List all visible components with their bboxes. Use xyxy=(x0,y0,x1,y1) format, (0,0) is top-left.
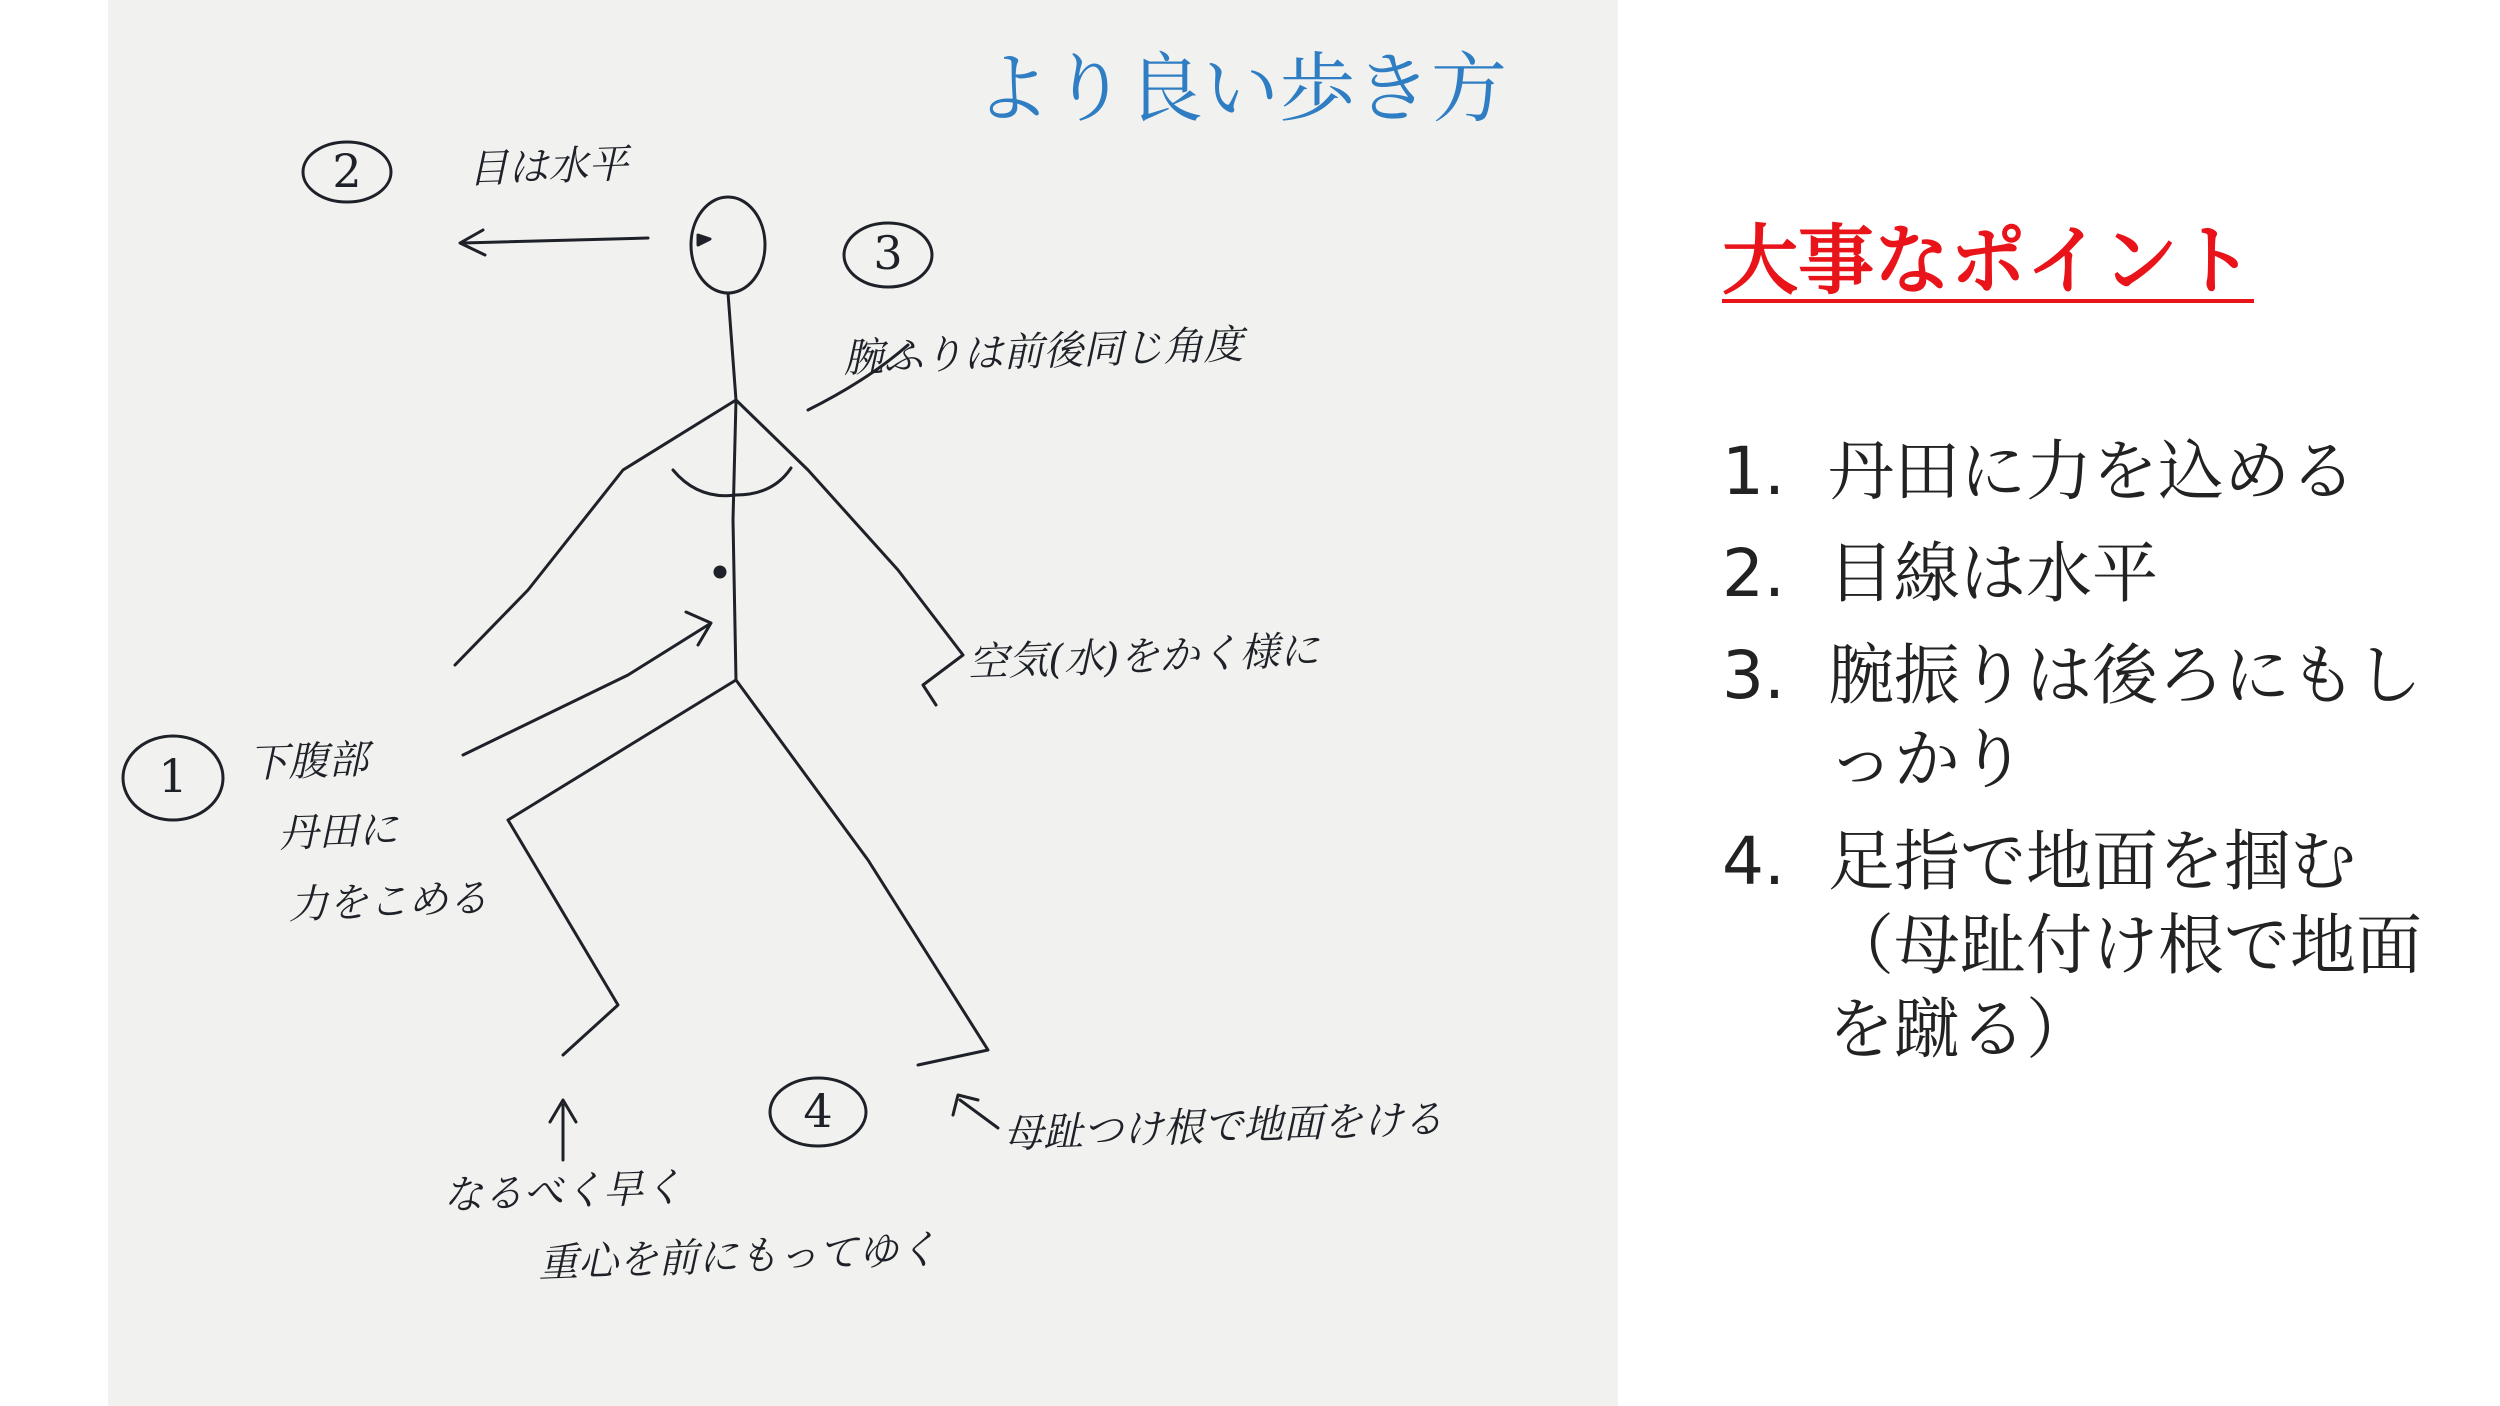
note-weight-1: なるべく早く xyxy=(442,1164,684,1220)
note-weight-2: 重心を前にもってゆく xyxy=(537,1227,939,1287)
list-item xyxy=(1722,634,2482,802)
list-item-text: 目線は水平 xyxy=(1828,535,2158,612)
note-toe-push: 母趾つけ根で地面をける xyxy=(1002,1096,1444,1158)
circle-label-3: 3 xyxy=(873,226,903,280)
list-item-number: 1. xyxy=(1722,433,1785,510)
list-item xyxy=(1722,820,2482,1072)
tanden-dot xyxy=(715,567,725,577)
note-eyes-level: 目は水平 xyxy=(467,141,629,193)
angle-arc-left xyxy=(673,470,736,496)
list-item-text: 足指で地面を掴む（母趾付け根で地面を蹴る） xyxy=(1828,823,2422,1068)
list-item-number: 2. xyxy=(1722,535,1785,612)
key-points-list xyxy=(1722,430,2482,1090)
circle-label-1: 1 xyxy=(158,749,188,803)
front-arm xyxy=(736,400,963,705)
note-abdomen-2: 丹田に xyxy=(277,806,399,858)
angle-arc-right xyxy=(736,468,791,495)
weight-arrow xyxy=(550,1100,576,1160)
front-leg xyxy=(508,680,736,1055)
key-points-heading: 大事なポイント xyxy=(1722,216,2254,305)
list-item xyxy=(1722,430,2482,514)
figure-spine xyxy=(728,293,736,680)
note-arm-swing: 腕ふりは前後同じ角度 xyxy=(842,322,1244,382)
list-item-number: 3. xyxy=(1722,637,1785,714)
circle-label-2: 2 xyxy=(332,144,362,198)
abdomen-arrow xyxy=(463,612,711,755)
back-leg xyxy=(736,680,988,1065)
gaze-arrow xyxy=(460,230,648,255)
back-arm xyxy=(455,400,736,665)
note-paddle-air: 空気(水)をかく様に xyxy=(967,627,1321,687)
list-item xyxy=(1722,532,2482,616)
figure-eye xyxy=(698,235,710,245)
list-item-number: 4. xyxy=(1722,823,1785,900)
page-title: より良い歩き方 xyxy=(975,44,1507,133)
circle-label-4: 4 xyxy=(803,1084,833,1138)
list-item-text: 腕振りは後ろにもしっかり xyxy=(1828,637,2422,798)
list-item-text: 丹田に力を込める xyxy=(1828,433,2356,510)
stick-figure-drawing xyxy=(108,0,1618,1406)
figure-head xyxy=(691,197,765,293)
sketch-paper xyxy=(108,0,1618,1406)
note-abdomen-3: 力をこめる xyxy=(287,875,489,929)
note-abdomen-1: 下腹部 xyxy=(247,736,369,788)
toe-arrow xyxy=(953,1095,998,1128)
